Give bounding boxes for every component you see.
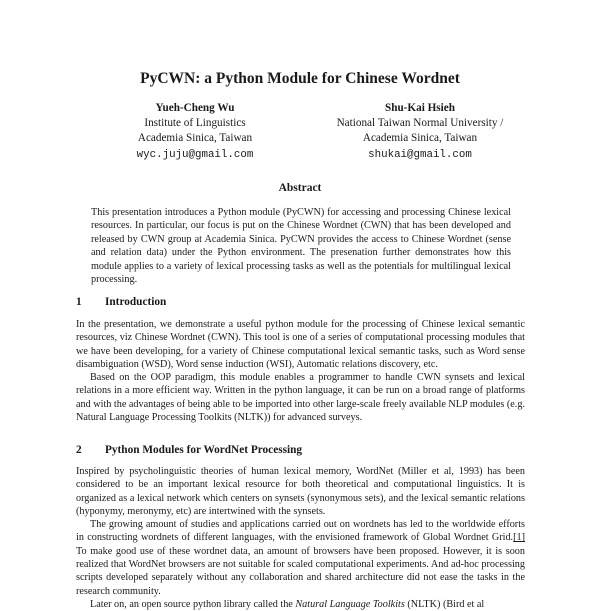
abstract-text: This presentation introduces a Python module (PyCWN) for accessing and processing Chinese lexical resources. In particular, our focus is put on the Chinese Wordnet (CWN) that has been developed and released by CWN group at Academia Sinica. PyCWN provides the access to Chinese Wordnet (sense and relation data) under the Python environment. The presenation further demonstrates how this module applies to a variety of lexical processing tasks as well as the potentials for multilingual lexical processing. <box>91 207 511 286</box>
paragraph-text: The growing amount of studies and applications carried out on wordnets has led to the worldwide efforts in constructing wordnets of different languages, with the envisioned framework of Global Wordnet Grid. <box>76 519 525 544</box>
section-body-python-modules <box>76 465 525 611</box>
author-block-1 <box>105 101 285 163</box>
author-email: shukai@gmail.com <box>368 149 472 161</box>
abstract-heading: Abstract <box>278 182 322 194</box>
section-heading-introduction <box>76 296 166 308</box>
section-heading-python-modules <box>76 444 302 456</box>
author-name: Yueh-Cheng Wu <box>155 102 235 114</box>
paragraph: In the presentation, we demonstrate a useful python module for the processing of Chinese lexical semantic resources, viz Chinese Wordnet (CWN). This tool is one of a series of computational processing modules that we have been developing, for a variety of Chinese computational lexical semantic tasks, such as Word sense disambiguation (WSD), Word sense induction (WSI), Automatic relations discovery, etc. <box>76 319 525 370</box>
section-title: Introduction <box>105 296 167 308</box>
paper-title: PyCWN: a Python Module for Chinese Wordnet <box>140 70 460 87</box>
italic-term: Natural Language Toolkits <box>295 598 405 610</box>
paragraph-text: To make good use of these wordnet data, an amount of browsers have been proposed. However, it is soon realized that WordNet browsers are not suitable for scaled computational experiments. And ad-hoc processing scripts developed separately without any collaboration and shared architecture did not ease the tasks in the research community. <box>76 545 525 597</box>
author-affiliation: Academia Sinica, Taiwan <box>362 132 478 144</box>
author-affiliation: National Taiwan Normal University / <box>336 117 504 129</box>
paragraph: Inspired by psycholinguistic theories of human lexical memory, WordNet (Miller et al, 1993) has been considered to be an important lexical resource for both theoretical and computational linguistics. It is organized as a lexical network which centers on synsets (synonymous sets), and the lexical semantic relations (hyponymy, meronymy, etc) are intertwined with the synsets. <box>76 466 525 517</box>
section-number: 2 <box>76 444 82 456</box>
author-email: wyc.juju@gmail.com <box>136 149 254 161</box>
author-name: Shu-Kai Hsieh <box>385 102 455 114</box>
section-number: 1 <box>76 296 82 308</box>
footnote-link[interactable]: [1] <box>513 532 525 544</box>
paragraph-text: (NLTK) <box>404 598 443 610</box>
section-title: Python Modules for WordNet Processing <box>105 444 303 456</box>
paragraph: Based on the OOP paradigm, this module enables a programmer to handle CWN synsets and lexical relations in a more efficient way. Written in the python language, it can be run on a broad range of platforms and with the advantages of being able to be imported into other large-scale freely available NLP modules (e.g. Natural Language Processing Toolkits (NLTK)) for advanced surveys. <box>76 372 525 424</box>
paragraph <box>76 518 525 598</box>
paragraph-text: Later on, an open source python library called the <box>90 598 293 610</box>
paragraph-text: (Bird et al <box>442 598 485 610</box>
author-block-2 <box>320 101 520 163</box>
author-affiliation: Institute of Linguistics <box>144 117 246 129</box>
author-affiliation: Academia Sinica, Taiwan <box>137 132 253 144</box>
section-body-introduction <box>76 318 525 424</box>
